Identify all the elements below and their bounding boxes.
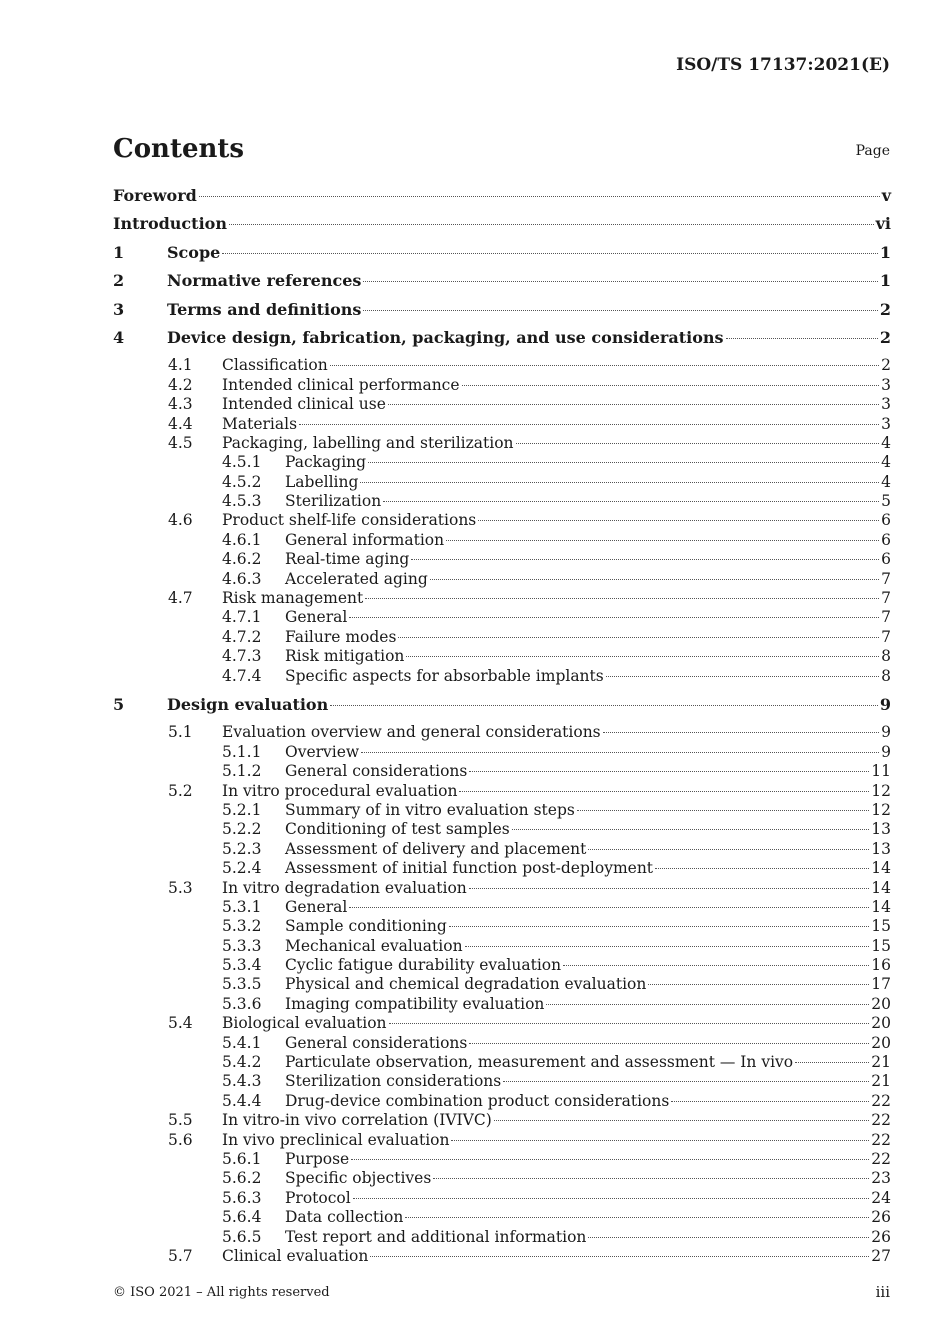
toc-entry-title[interactable]: Foreword — [113, 186, 197, 205]
toc-entry[interactable] — [113, 1072, 891, 1091]
toc-entry[interactable] — [113, 453, 891, 472]
dot-leader — [577, 810, 869, 811]
toc-entry-page[interactable]: vi — [875, 214, 891, 234]
toc-entry[interactable] — [113, 762, 891, 781]
toc-entry-title[interactable]: Accelerated aging — [285, 569, 428, 588]
toc-entry-page[interactable]: 2 — [881, 356, 891, 375]
toc-entry-page[interactable]: 16 — [871, 956, 891, 975]
toc-entry-page[interactable]: 7 — [881, 569, 891, 588]
dot-leader — [465, 946, 870, 947]
toc-entry-title[interactable]: In vitro procedural evaluation — [222, 781, 458, 800]
toc-entry[interactable] — [113, 271, 891, 299]
toc-entry-number: 5.3.4 — [222, 956, 262, 975]
toc-entry-number: 4.2 — [168, 375, 193, 394]
toc-entry-page[interactable]: 2 — [879, 299, 891, 319]
toc-entry-page[interactable]: 8 — [881, 647, 891, 666]
toc-entry-title[interactable]: Product shelf-life considerations — [222, 511, 477, 530]
toc-entry-page[interactable]: 13 — [871, 820, 891, 839]
toc-entry[interactable] — [113, 376, 891, 395]
toc-entry[interactable] — [113, 723, 891, 742]
toc-entry-page[interactable]: 6 — [881, 511, 891, 530]
toc-entry-page[interactable]: 15 — [871, 917, 891, 936]
toc-entry[interactable] — [113, 492, 891, 511]
dot-leader — [546, 1004, 869, 1005]
toc-entry-page[interactable]: 13 — [871, 839, 891, 858]
toc-entry[interactable] — [113, 743, 891, 762]
toc-entry-title[interactable]: Classification — [222, 356, 328, 375]
toc-entry-number: 5.4.3 — [222, 1072, 262, 1091]
toc-entry[interactable] — [113, 186, 891, 214]
dot-leader — [363, 281, 877, 282]
toc-entry-title[interactable]: Clinical evaluation — [222, 1246, 369, 1265]
toc-entry-page[interactable]: 22 — [871, 1130, 891, 1149]
dot-leader — [446, 540, 879, 541]
toc-entry-title[interactable]: Assessment of initial function post-deployment — [285, 859, 654, 878]
toc-entry-page[interactable]: 7 — [881, 589, 891, 608]
toc-entry[interactable] — [113, 1208, 891, 1227]
toc-entry-page[interactable]: 4 — [881, 453, 891, 472]
toc-entry-page[interactable]: 24 — [871, 1188, 891, 1207]
dot-leader — [349, 907, 869, 908]
toc-entry-number: 5.2.4 — [222, 859, 262, 878]
dot-leader — [330, 705, 878, 706]
toc-entry[interactable] — [113, 1228, 891, 1247]
toc-entry[interactable] — [113, 840, 891, 859]
toc-entry[interactable] — [113, 608, 891, 627]
toc-entry-number: 5.3.3 — [222, 936, 262, 955]
dot-leader — [368, 462, 879, 463]
toc-entry-page[interactable]: 7 — [881, 608, 891, 627]
dot-leader — [606, 676, 879, 677]
toc-entry-page[interactable]: 22 — [871, 1149, 891, 1168]
toc-entry-page[interactable]: 3 — [881, 375, 891, 394]
toc-entry-page[interactable]: 20 — [871, 1033, 891, 1052]
dot-leader — [222, 253, 878, 254]
toc-entry-page[interactable]: 21 — [871, 1072, 891, 1091]
toc-entry-title[interactable]: Specific objectives — [285, 1169, 432, 1188]
page-title: Contents — [113, 134, 245, 164]
toc-entry-title[interactable]: Drug-device combination product considerations — [285, 1091, 670, 1110]
toc-entry-number: 5.4.2 — [222, 1053, 262, 1072]
toc-entry-number: 4.6.1 — [222, 530, 262, 549]
toc-entry-number: 5.3.1 — [222, 897, 262, 916]
toc-entry-number: 5.2 — [168, 781, 193, 800]
toc-entry-title[interactable]: General information — [285, 530, 445, 549]
toc-entry-page[interactable]: 14 — [871, 878, 891, 897]
toc-entry-page[interactable]: 5 — [881, 492, 891, 511]
toc-entry-number: 4.5.1 — [222, 453, 262, 472]
toc-entry-page[interactable]: 22 — [871, 1111, 891, 1130]
toc-entry-title[interactable]: Protocol — [285, 1188, 351, 1207]
toc-entry[interactable] — [113, 356, 891, 375]
page-column-label: Page — [855, 143, 890, 159]
toc-entry-title[interactable]: Design evaluation — [167, 694, 329, 714]
toc-entry[interactable] — [113, 801, 891, 820]
toc-entry-page[interactable]: 9 — [881, 723, 891, 742]
toc-entry-title[interactable]: In vitro-in vivo correlation (IVIVC) — [222, 1111, 492, 1130]
toc-entry-number: 4.7.3 — [222, 647, 262, 666]
toc-entry[interactable] — [113, 1053, 891, 1072]
dot-leader — [795, 1062, 869, 1063]
toc-entry-page[interactable]: 7 — [881, 627, 891, 646]
toc-entry[interactable] — [113, 1111, 891, 1130]
toc-entry-number: 5.4.1 — [222, 1033, 262, 1052]
toc-entry[interactable] — [113, 570, 891, 589]
toc-entry-page[interactable]: 20 — [871, 1014, 891, 1033]
toc-entry-page[interactable]: 11 — [871, 762, 891, 781]
toc-entry-page[interactable]: 8 — [881, 666, 891, 685]
toc-entry-title[interactable]: Risk mitigation — [285, 647, 405, 666]
toc-entry-title[interactable]: Materials — [222, 414, 298, 433]
toc-entry[interactable] — [113, 859, 891, 878]
toc-entry[interactable] — [113, 1150, 891, 1169]
toc-entry-number: 4.7.1 — [222, 608, 262, 627]
toc-entry[interactable] — [113, 1014, 891, 1033]
toc-entry-title[interactable]: Particulate observation, measurement and assessment — In vivo — [285, 1053, 794, 1072]
toc-entry-title[interactable]: General — [285, 897, 348, 916]
toc-entry[interactable] — [113, 531, 891, 550]
dot-leader — [351, 1159, 869, 1160]
toc-entry-title[interactable]: General — [285, 608, 348, 627]
toc-entry[interactable] — [113, 1131, 891, 1150]
toc-entry-number: 4.7 — [168, 589, 193, 608]
toc-entry-page[interactable]: 6 — [881, 530, 891, 549]
dot-leader — [370, 1256, 869, 1257]
toc-entry-title[interactable]: Overview — [285, 742, 360, 761]
dot-leader — [349, 617, 879, 618]
toc-entry-number: 5.1.1 — [222, 742, 262, 761]
footer-copyright: © ISO 2021 – All rights reserved — [113, 1285, 330, 1300]
toc-entry-number: 5.6.1 — [222, 1149, 262, 1168]
dot-leader — [411, 559, 879, 560]
dot-leader — [433, 1178, 869, 1179]
toc-entry-number: 5.1 — [168, 723, 193, 742]
toc-entry-page[interactable]: 12 — [871, 781, 891, 800]
table-of-contents — [113, 186, 891, 1266]
toc-entry-number: 5.2.3 — [222, 839, 262, 858]
toc-entry-page[interactable]: 26 — [871, 1227, 891, 1246]
toc-entry-page[interactable]: v — [881, 186, 891, 205]
toc-entry-page[interactable]: 6 — [881, 550, 891, 569]
toc-entry[interactable] — [113, 395, 891, 414]
toc-entry-number: 5.3 — [168, 878, 193, 897]
toc-entry-title[interactable]: Data collection — [285, 1208, 404, 1227]
toc-entry-title[interactable]: Physical and chemical degradation evaluation — [285, 975, 647, 994]
toc-entry[interactable] — [113, 820, 891, 839]
toc-entry-title[interactable]: Terms and definitions — [167, 299, 362, 319]
toc-entry[interactable] — [113, 243, 891, 271]
toc-entry-title[interactable]: Evaluation overview and general considerations — [222, 723, 601, 742]
dot-leader — [199, 196, 880, 197]
toc-entry-title[interactable]: Biological evaluation — [222, 1014, 387, 1033]
dot-leader — [671, 1101, 869, 1102]
toc-entry-number: 4 — [113, 327, 125, 347]
toc-entry-page[interactable]: 1 — [879, 271, 891, 291]
toc-entry-page[interactable]: 27 — [871, 1246, 891, 1265]
toc-entry-title[interactable]: In vivo preclinical evaluation — [222, 1130, 450, 1149]
document-identifier: ISO/TS 17137:2021(E) — [676, 55, 890, 75]
dot-leader — [363, 310, 877, 311]
dot-leader — [588, 849, 869, 850]
toc-entry-title[interactable]: Risk management — [222, 589, 364, 608]
toc-entry-number: 4.3 — [168, 395, 193, 414]
toc-entry-title[interactable]: Assessment of delivery and placement — [285, 839, 587, 858]
toc-entry[interactable] — [113, 956, 891, 975]
toc-entry-number: 2 — [113, 271, 125, 291]
dot-leader — [405, 1217, 869, 1218]
dot-leader — [360, 482, 879, 483]
dot-leader — [406, 656, 879, 657]
toc-entry-page[interactable]: 2 — [879, 327, 891, 347]
dot-leader — [365, 598, 879, 599]
toc-entry[interactable] — [113, 511, 891, 530]
toc-entry-number: 4.5 — [168, 433, 193, 452]
toc-entry[interactable] — [113, 415, 891, 434]
toc-entry-page[interactable]: 1 — [879, 242, 891, 262]
toc-entry-number: 1 — [113, 242, 125, 262]
toc-entry[interactable] — [113, 975, 891, 994]
toc-entry[interactable] — [113, 328, 891, 356]
dot-leader — [449, 926, 869, 927]
toc-entry[interactable] — [113, 898, 891, 917]
toc-entry-title[interactable]: Sample conditioning — [285, 917, 447, 936]
toc-entry-title[interactable]: Sterilization — [285, 492, 382, 511]
dot-leader — [494, 1120, 869, 1121]
toc-entry[interactable] — [113, 1247, 891, 1266]
toc-entry-title[interactable]: Cyclic fatigue durability evaluation — [285, 956, 562, 975]
toc-entry[interactable] — [113, 879, 891, 898]
toc-entry-page[interactable]: 17 — [871, 975, 891, 994]
toc-entry[interactable] — [113, 473, 891, 492]
toc-entry-number: 5.3.6 — [222, 994, 262, 1013]
toc-entry-number: 5.6 — [168, 1130, 193, 1149]
toc-entry-number: 5.5 — [168, 1111, 193, 1130]
toc-entry[interactable] — [113, 628, 891, 647]
toc-entry-number: 5.6.2 — [222, 1169, 262, 1188]
toc-entry-page[interactable]: 4 — [881, 472, 891, 491]
dot-leader — [516, 443, 880, 444]
dot-leader — [503, 1081, 869, 1082]
toc-entry-number: 5.7 — [168, 1246, 193, 1265]
toc-entry-title[interactable]: Sterilization considerations — [285, 1072, 502, 1091]
toc-entry-page[interactable]: 21 — [871, 1053, 891, 1072]
toc-entry-title[interactable]: Packaging, labelling and sterilization — [222, 433, 514, 452]
toc-entry-title[interactable]: General considerations — [285, 762, 468, 781]
toc-entry-number: 4.6 — [168, 511, 193, 530]
toc-entry-page[interactable]: 20 — [871, 994, 891, 1013]
toc-entry-number: 4.5.2 — [222, 472, 262, 491]
toc-entry-number: 5.2.2 — [222, 820, 262, 839]
dot-leader — [353, 1198, 870, 1199]
toc-entry-page[interactable]: 9 — [881, 742, 891, 761]
toc-entry-number: 4.5.3 — [222, 492, 262, 511]
toc-entry-page[interactable]: 3 — [881, 395, 891, 414]
toc-entry-title[interactable]: Device design, fabrication, packaging, and use considerations — [167, 327, 724, 347]
toc-entry[interactable] — [113, 695, 891, 723]
toc-entry[interactable] — [113, 937, 891, 956]
dot-leader — [389, 1023, 870, 1024]
dot-leader — [563, 965, 869, 966]
toc-entry-title[interactable]: Packaging — [285, 453, 367, 472]
toc-entry-title[interactable]: Labelling — [285, 472, 359, 491]
toc-entry[interactable] — [113, 995, 891, 1014]
dot-leader — [430, 579, 879, 580]
toc-entry-title[interactable]: Normative references — [167, 271, 362, 291]
dot-leader — [229, 224, 874, 225]
dot-leader — [655, 868, 869, 869]
dot-leader — [469, 888, 870, 889]
toc-entry-number: 5.4 — [168, 1014, 193, 1033]
toc-entry-title[interactable]: Imaging compatibility evaluation — [285, 994, 545, 1013]
toc-entry-number: 4.7.2 — [222, 627, 262, 646]
toc-entry-title[interactable]: Test report and additional information — [285, 1227, 587, 1246]
toc-entry-title[interactable]: In vitro degradation evaluation — [222, 878, 467, 897]
toc-entry-title[interactable]: Intended clinical performance — [222, 375, 460, 394]
toc-entry-number: 5.2.1 — [222, 800, 262, 819]
dot-leader — [299, 424, 879, 425]
dot-leader — [648, 984, 869, 985]
toc-entry-title[interactable]: Scope — [167, 242, 221, 262]
toc-entry-title[interactable]: Specific aspects for absorbable implants — [285, 666, 604, 685]
toc-entry-number: 5.6.4 — [222, 1208, 262, 1227]
toc-entry-page[interactable]: 4 — [881, 433, 891, 452]
toc-entry[interactable] — [113, 214, 891, 242]
toc-entry-number: 4.1 — [168, 356, 193, 375]
toc-entry-title[interactable]: Summary of in vitro evaluation steps — [285, 800, 575, 819]
toc-entry[interactable] — [113, 1092, 891, 1111]
toc-entry[interactable] — [113, 647, 891, 666]
dot-leader — [478, 520, 879, 521]
toc-entry-number: 3 — [113, 299, 125, 319]
toc-entry-number: 5.3.5 — [222, 975, 262, 994]
toc-entry[interactable] — [113, 434, 891, 453]
dot-leader — [398, 637, 879, 638]
toc-entry-page[interactable]: 3 — [881, 414, 891, 433]
toc-entry-title[interactable]: Purpose — [285, 1149, 350, 1168]
dot-leader — [512, 829, 870, 830]
toc-entry-page[interactable]: 23 — [871, 1169, 891, 1188]
toc-entry-title[interactable]: Introduction — [113, 214, 227, 234]
toc-entry-page[interactable]: 26 — [871, 1208, 891, 1227]
footer-page-number: iii — [875, 1283, 890, 1301]
dot-leader — [462, 385, 880, 386]
toc-entry[interactable] — [113, 917, 891, 936]
toc-entry-title[interactable]: Real-time aging — [285, 550, 410, 569]
dot-leader — [726, 338, 878, 339]
toc-entry[interactable] — [113, 782, 891, 801]
toc-entry[interactable] — [113, 300, 891, 328]
toc-entry-page[interactable]: 14 — [871, 859, 891, 878]
toc-entry-title[interactable]: General considerations — [285, 1033, 468, 1052]
toc-entry-number: 4.6.3 — [222, 569, 262, 588]
toc-entry[interactable] — [113, 589, 891, 608]
toc-entry-page[interactable]: 14 — [871, 897, 891, 916]
dot-leader — [469, 771, 869, 772]
toc-entry-page[interactable]: 9 — [879, 694, 891, 714]
dot-leader — [330, 365, 879, 366]
toc-entry-page[interactable]: 12 — [871, 800, 891, 819]
toc-entry-number: 4.4 — [168, 414, 193, 433]
dot-leader — [603, 732, 879, 733]
dot-leader — [383, 501, 879, 502]
dot-leader — [388, 404, 879, 405]
toc-entry-page[interactable]: 15 — [871, 936, 891, 955]
toc-entry-title[interactable]: Failure modes — [285, 627, 397, 646]
toc-entry-number: 5.4.4 — [222, 1091, 262, 1110]
dot-leader — [361, 752, 879, 753]
toc-entry-title[interactable]: Mechanical evaluation — [285, 936, 463, 955]
toc-entry-page[interactable]: 22 — [871, 1091, 891, 1110]
toc-entry-number: 4.7.4 — [222, 666, 262, 685]
dot-leader — [588, 1237, 869, 1238]
toc-entry-number: 5 — [113, 694, 125, 714]
toc-entry-number: 5.6.3 — [222, 1188, 262, 1207]
toc-entry-title[interactable]: Intended clinical use — [222, 395, 386, 414]
toc-entry[interactable] — [113, 1189, 891, 1208]
dot-leader — [451, 1140, 869, 1141]
toc-entry-number: 5.1.2 — [222, 762, 262, 781]
toc-entry[interactable] — [113, 1169, 891, 1188]
toc-entry-number: 5.3.2 — [222, 917, 262, 936]
toc-entry-title[interactable]: Conditioning of test samples — [285, 820, 510, 839]
toc-entry[interactable] — [113, 1034, 891, 1053]
dot-leader — [469, 1043, 869, 1044]
toc-entry[interactable] — [113, 550, 891, 569]
toc-entry[interactable] — [113, 667, 891, 686]
toc-entry-number: 5.6.5 — [222, 1227, 262, 1246]
toc-entry-number: 4.6.2 — [222, 550, 262, 569]
dot-leader — [459, 791, 869, 792]
